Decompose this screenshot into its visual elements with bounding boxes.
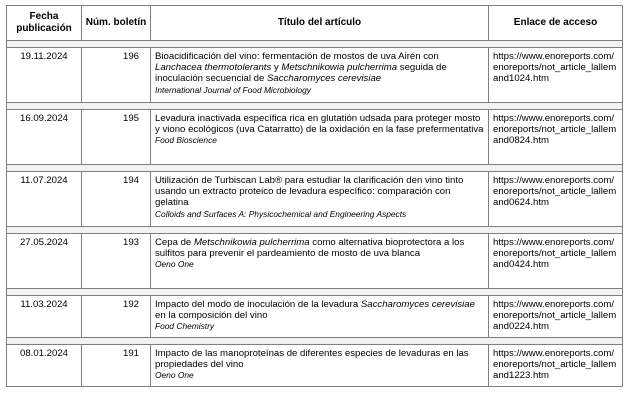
header-date: Fecha publicación [7, 6, 82, 41]
row-link[interactable]: https://www.enoreports.com/enoreports/not_article_lallemand0424.htm [489, 234, 623, 289]
row-separator [7, 338, 623, 345]
title-species: Lanchacea thermotolerants [155, 62, 272, 74]
row-num: 194 [82, 172, 151, 227]
header-title: Título del artículo [151, 6, 489, 41]
row-separator [7, 103, 623, 110]
row-title [151, 110, 489, 165]
row-num: 195 [82, 110, 151, 165]
title-text: Impacto de las manoproteínas de diferentes especies de levaduras en las propiedades del vino [155, 348, 469, 371]
header-link: Enlace de acceso [489, 6, 623, 41]
row-title [151, 296, 489, 338]
table-row [7, 345, 623, 387]
row-journal: Food Bioscience [155, 135, 217, 146]
title-text: en la composición del vino [155, 310, 268, 322]
row-link[interactable]: https://www.enoreports.com/enoreports/not_article_lallemand0824.htm [489, 110, 623, 165]
title-text: seguida de inoculación secuencial de [155, 62, 447, 85]
table-row [7, 234, 623, 289]
row-separator [7, 227, 623, 234]
title-text: y [271, 62, 282, 74]
row-link[interactable]: https://www.enoreports.com/enoreports/not_article_lallemand1223.htm [489, 345, 623, 387]
row-num: 192 [82, 296, 151, 338]
row-date: 11.03.2024 [7, 296, 82, 338]
row-date: 11.07.2024 [7, 172, 82, 227]
title-text: como alternativa bioprotectora a los sulfitos para prevenir el pardeamiento de mosto de uva blanca [155, 237, 465, 260]
row-separator [7, 41, 623, 48]
row-journal: International Journal of Food Microbiology [155, 84, 311, 95]
row-date: 16.09.2024 [7, 110, 82, 165]
row-date: 08.01.2024 [7, 345, 82, 387]
row-separator [7, 165, 623, 172]
row-num: 191 [82, 345, 151, 387]
title-text: Cepa de [155, 237, 194, 248]
table-row [7, 48, 623, 103]
row-title [151, 48, 489, 103]
articles-table-wrapper [6, 5, 622, 387]
table-row [7, 110, 623, 165]
table-header-row [7, 6, 623, 41]
row-title [151, 345, 489, 387]
row-num: 196 [82, 48, 151, 103]
articles-table [6, 5, 623, 387]
row-journal: Food Chemistry [155, 321, 215, 332]
row-link[interactable]: https://www.enoreports.com/enoreports/not_article_lallemand0624.htm [489, 172, 623, 227]
title-species: Metschnikowia pulcherrima [193, 237, 310, 248]
row-title [151, 172, 489, 227]
row-link[interactable]: https://www.enoreports.com/enoreports/not_article_lallemand1024.htm [489, 48, 623, 103]
title-text: Utilización de Turbiscan Lab® para estudiar la clarificación den vino tinto usando un extracto proteico de levadura específico: comparación con gelatina [155, 175, 464, 209]
row-date: 19.11.2024 [7, 48, 82, 103]
table-row [7, 172, 623, 227]
title-species: Saccharomyces cerevisiae [267, 73, 382, 85]
row-journal: Oeno One [155, 370, 194, 381]
title-species: Saccharomyces cerevisiae [360, 299, 475, 310]
title-text: Impacto del modo de inoculación de la levadura [155, 299, 361, 310]
title-text: Bioacidificación del vino: fermentación de mostos de uva Airén con [155, 51, 439, 62]
row-journal: Oeno One [155, 259, 194, 270]
table-row [7, 296, 623, 338]
row-date: 27.05.2024 [7, 234, 82, 289]
row-separator [7, 289, 623, 296]
title-text: Levadura inactivada específica rica en glutatión udsada para proteger mosto y viono ecológicos (uva Catarratto) de la oxidación en la fase prefermentativa [155, 113, 484, 136]
row-journal: Colloids and Surfaces A: Physicochemical and Engineering Aspects [155, 208, 407, 219]
header-num: Núm. boletín [82, 6, 151, 41]
row-link[interactable]: https://www.enoreports.com/enoreports/not_article_lallemand0224.htm [489, 296, 623, 338]
row-num: 193 [82, 234, 151, 289]
title-species: Metschnikowia pulcherrima [281, 62, 398, 74]
row-title [151, 234, 489, 289]
